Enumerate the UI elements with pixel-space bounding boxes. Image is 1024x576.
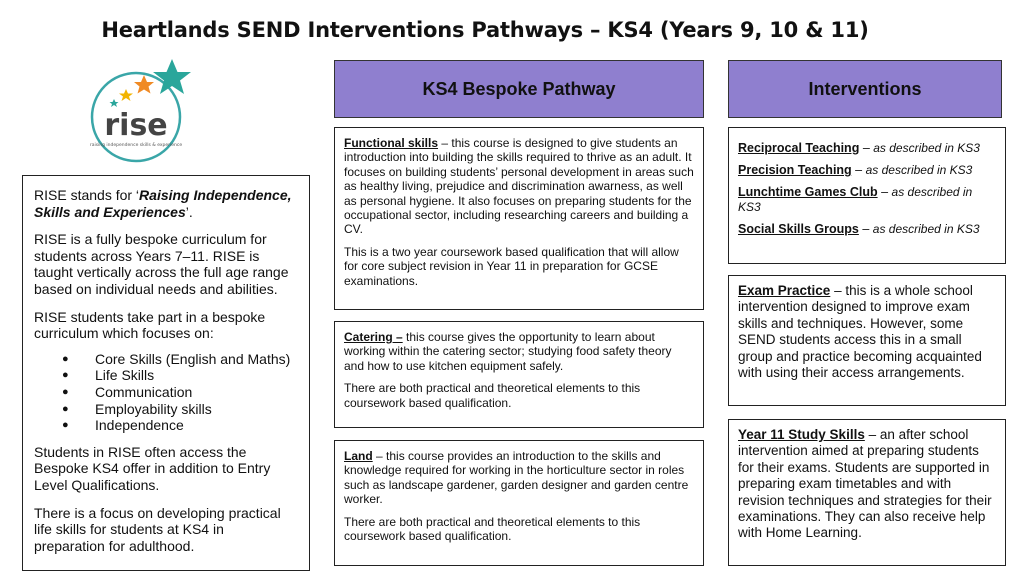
exam-practice-desc: – this is a whole school intervention designed to improve exam skills and techniques. However, some SEND students access this in a small group and practice becoming acquainted with using their access arrangements.: [738, 283, 982, 381]
orange-star-icon: [134, 75, 154, 94]
intervention-title: Reciprocal Teaching: [738, 141, 860, 155]
list-item: ● Core Skills (English and Maths): [34, 351, 298, 368]
year11-study-skills-desc: – an after school intervention aimed at preparing students for their exams. Students are supported in preparing exam timetables and with revision techniques and strategies for their examinations. They can also receive help with Home Learning.: [738, 427, 992, 541]
intervention-note: as described in KS3: [873, 141, 980, 155]
rise-definition-post: ’.: [185, 203, 193, 220]
rise-info-box: [22, 175, 310, 571]
year11-study-skills-title: Year 11 Study Skills: [738, 427, 865, 442]
land-text-2: There are both practical and theoretical elements to this coursework based qualification.: [344, 514, 641, 544]
separator: –: [858, 222, 873, 236]
rise-paragraph-4: Students in RISE often access the Bespoke KS4 offer in addition to Entry Level Qualifications.: [34, 443, 271, 493]
rise-paragraph-3: RISE students take part in a bespoke curriculum which focuses on:: [34, 308, 266, 342]
functional-skills-desc: – this course is designed to give students an introduction into building the skills required to thrive as an adult. It focuses on building students’ personal development in areas such as healthy living, prejudice and discrimination awarness, as well as personal hygiene. It also focuses on preparing students for the occupational sector, including researching careers and building a CV.: [344, 136, 694, 237]
year11-study-skills-box: [728, 419, 1006, 566]
exam-practice-box: [728, 275, 1006, 406]
separator: –: [877, 185, 892, 199]
list-item: ● Life Skills: [34, 367, 298, 384]
header-interventions: [728, 60, 1002, 118]
functional-skills-box: [334, 127, 704, 310]
separator: –: [851, 163, 866, 177]
logo-tagline: raising independence skills & experience: [89, 143, 183, 148]
intervention-title: Lunchtime Games Club: [738, 185, 878, 199]
header-interventions-label: Interventions: [808, 78, 922, 99]
rise-paragraph-5: There is a focus on developing practical life skills for students at KS4 in preparation for adulthood.: [34, 504, 281, 554]
functional-skills-title: Functional skills: [344, 136, 439, 150]
rise-focus-list: [34, 351, 298, 434]
separator: –: [859, 141, 874, 155]
rise-paragraph-2: RISE is a fully bespoke curriculum for students across Years 7–11. RISE is taught vertically across the full age range based on individual needs and abilities.: [34, 231, 289, 297]
small-star-icon: [110, 99, 119, 107]
intervention-lunchtime-games: [738, 185, 996, 215]
rise-logo-graphic: [84, 55, 196, 167]
rise-definition-emphasis: Raising Independence, Skills and Experiences: [34, 187, 292, 220]
header-pathway-label: KS4 Bespoke Pathway: [422, 78, 616, 99]
logo-text: rise: [104, 108, 168, 143]
interventions-list-box: [728, 127, 1006, 264]
functional-skills-text: [344, 136, 694, 237]
intervention-reciprocal: [738, 141, 996, 156]
rise-definition-pre: RISE stands for ‘: [34, 187, 140, 203]
catering-text-2: There are both practical and theoretical elements to this coursework based qualification.: [344, 381, 641, 410]
intervention-note: as described in KS3: [872, 222, 980, 236]
intervention-precision: [738, 163, 996, 178]
gold-star-icon: [119, 89, 133, 101]
intervention-title: Social Skills Groups: [738, 222, 859, 236]
land-box: [334, 440, 704, 566]
header-pathway: [334, 60, 704, 118]
intervention-title: Precision Teaching: [738, 163, 852, 177]
list-item: ● Employability skills: [34, 401, 298, 418]
catering-box: [334, 321, 704, 428]
catering-text: [344, 330, 694, 373]
list-item: ● Communication: [34, 384, 298, 401]
intervention-note: as described in KS3: [738, 185, 973, 214]
rise-logo: [84, 55, 196, 167]
catering-desc: this course gives the opportunity to learn about working within the catering sector; studying food safety theory and how to use kitchen equipment safely.: [344, 330, 672, 373]
land-title: Land: [344, 449, 373, 463]
intervention-social-skills: [738, 222, 996, 237]
rise-definition: [34, 187, 298, 220]
list-item: ● Independence: [34, 417, 298, 434]
page-title: Heartlands SEND Interventions Pathways – KS4 (Years 9, 10 & 11): [101, 18, 869, 42]
intervention-note: as described in KS3: [865, 163, 973, 177]
catering-title: Catering –: [344, 330, 403, 344]
land-desc: – this course provides an introduction to the skills and knowledge required for working in the horticulture sector in roles such as landscape gardener, garden designer and garden centre worker.: [344, 449, 689, 507]
functional-skills-text-2: This is a two year coursework based qualification that will allow for core subject revision in Year 11 in preparation for GCSE examinations.: [344, 244, 679, 288]
land-text: [344, 449, 694, 507]
big-star-icon: [153, 59, 191, 94]
exam-practice-title: Exam Practice: [738, 283, 831, 298]
